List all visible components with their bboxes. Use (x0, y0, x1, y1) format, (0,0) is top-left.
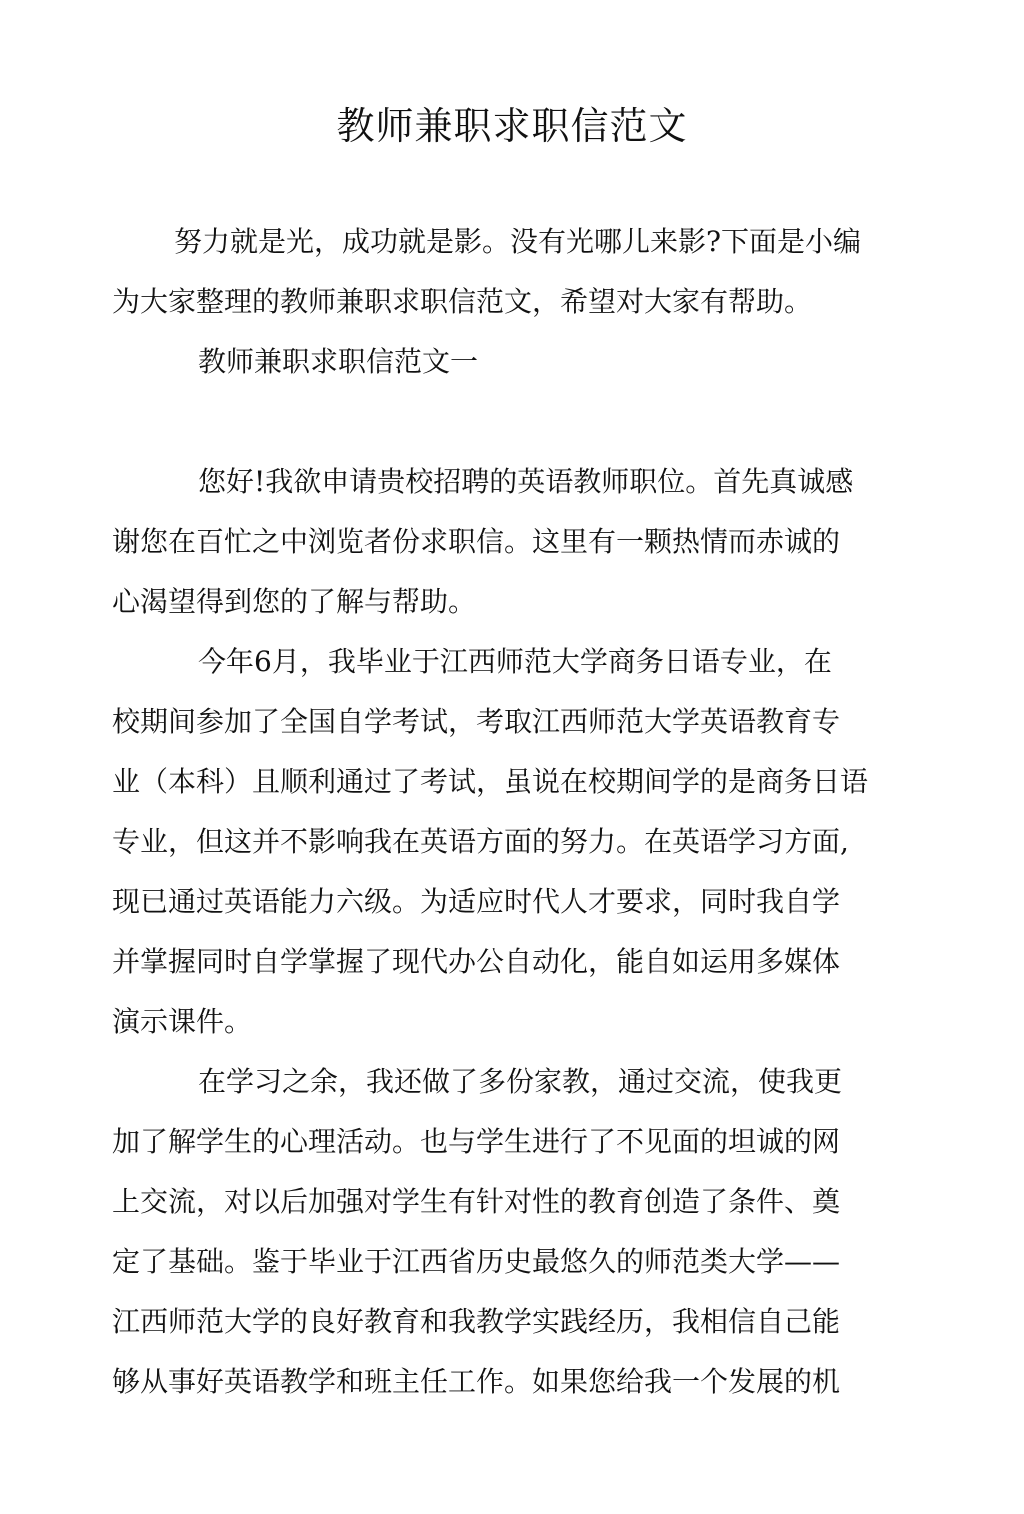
text-line: 现已通过英语能力六级。为适应时代人才要求，同时我自学 (112, 885, 841, 918)
text-line: 上交流，对以后加强对学生有针对性的教育创造了条件、奠 (112, 1185, 841, 1218)
text-line: 演示课件。 (112, 1005, 253, 1038)
text-line: 够从事好英语教学和班主任工作。如果您给我一个发展的机 (112, 1365, 841, 1398)
text-line: 专业，但这并不影响我在英语方面的努力。在英语学习方面, (112, 825, 849, 858)
text-line: 在学习之余，我还做了多份家教，通过交流，使我更 (198, 1065, 843, 1098)
text-line: 今年6月，我毕业于江西师范大学商务日语专业，在 (198, 645, 832, 678)
text-line: 加了解学生的心理活动。也与学生进行了不见面的坦诚的网 (112, 1125, 841, 1158)
text-line: 您好!我欲申请贵校招聘的英语教师职位。首先真诚感 (198, 465, 854, 498)
text-line: 并掌握同时自学掌握了现代办公自动化，能自如运用多媒体 (112, 945, 841, 978)
text-line: 心渴望得到您的了解与帮助。 (112, 585, 477, 618)
text-line: 为大家整理的教师兼职求职信范文，希望对大家有帮助。 (112, 285, 813, 318)
text-line: 努力就是光，成功就是影。没有光哪儿来影?下面是小编 (174, 225, 862, 258)
text-line: 江西师范大学的良好教育和我教学实践经历，我相信自己能 (112, 1305, 841, 1338)
text-line: 定了基础。鉴于毕业于江西省历史最悠久的师范类大学—— (112, 1245, 841, 1278)
text-line: 校期间参加了全国自学考试，考取江西师范大学英语教育专 (112, 705, 841, 738)
document-title: 教师兼职求职信范文 (336, 104, 688, 148)
text-line: 谢您在百忙之中浏览者份求职信。这里有一颗热情而赤诚的 (112, 525, 841, 558)
text-line: 业（本科）且顺利通过了考试，虽说在校期间学的是商务日语 (112, 765, 869, 798)
section-heading: 教师兼职求职信范文一 (198, 345, 479, 378)
